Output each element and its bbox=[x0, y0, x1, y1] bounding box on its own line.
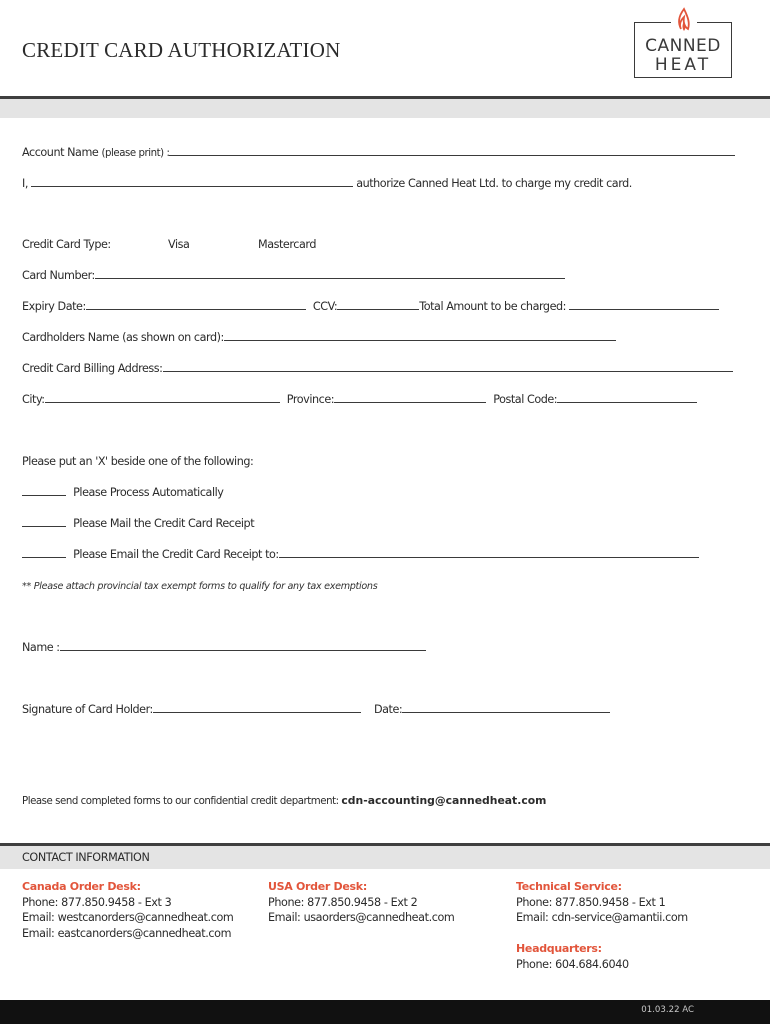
option-email-label: Please Email the Credit Card Receipt to: bbox=[73, 548, 279, 561]
option-auto-label: Please Process Automatically bbox=[73, 486, 224, 499]
cardholder-field[interactable] bbox=[224, 331, 616, 341]
option-auto-row bbox=[22, 486, 223, 500]
city-field[interactable] bbox=[45, 393, 280, 403]
tech-phone: Phone: 877.850.9458 - Ext 1 bbox=[516, 895, 666, 909]
canada-email-east[interactable]: Email: eastcanorders@cannedheat.com bbox=[22, 926, 232, 940]
canada-phone: Phone: 877.850.9458 - Ext 3 bbox=[22, 895, 172, 909]
account-name-field[interactable] bbox=[169, 146, 735, 156]
accounting-email-link[interactable]: cdn-accounting@cannedheat.com bbox=[341, 794, 547, 807]
card-type-label: Credit Card Type: bbox=[22, 238, 111, 251]
expiry-row bbox=[22, 300, 719, 314]
card-number-label: Card Number: bbox=[22, 269, 95, 282]
account-name-hint: (please print) : bbox=[101, 148, 170, 159]
authorize-row bbox=[22, 177, 632, 191]
option-auto-field[interactable] bbox=[22, 486, 66, 496]
cardholder-label: Cardholders Name (as shown on card): bbox=[22, 331, 224, 344]
card-type-visa[interactable]: Visa bbox=[168, 238, 190, 251]
tax-exempt-note: ** Please attach provincial tax exempt forms to qualify for any tax exemptions bbox=[22, 581, 378, 592]
date-label: Date: bbox=[373, 703, 403, 716]
logo-text-line1: CANNED bbox=[645, 36, 721, 56]
card-type-mastercard[interactable]: Mastercard bbox=[258, 238, 316, 251]
postal-label: Postal Code: bbox=[493, 393, 558, 406]
total-label: Total Amount to be charged: bbox=[419, 300, 566, 313]
technical-service bbox=[516, 879, 688, 926]
canada-order-desk-title: Canada Order Desk: bbox=[22, 880, 141, 893]
canada-email-west[interactable]: Email: westcanorders@cannedheat.com bbox=[22, 911, 234, 924]
account-name-label: Account Name bbox=[22, 146, 99, 159]
expiry-field[interactable] bbox=[86, 300, 306, 310]
authorize-prefix: I, bbox=[22, 177, 28, 190]
canned-heat-logo bbox=[634, 22, 732, 78]
option-mail-field[interactable] bbox=[22, 517, 66, 527]
hq-phone: Phone: 604.684.6040 bbox=[516, 957, 629, 971]
city-label: City: bbox=[22, 393, 45, 406]
authorizer-name-field[interactable] bbox=[31, 177, 353, 187]
receipt-email-field[interactable] bbox=[279, 548, 699, 558]
province-label: Province: bbox=[286, 393, 335, 406]
headquarters-title: Headquarters: bbox=[516, 942, 602, 955]
postal-field[interactable] bbox=[557, 393, 697, 403]
expiry-label: Expiry Date: bbox=[22, 300, 86, 313]
option-email-row bbox=[22, 548, 699, 562]
city-row bbox=[22, 393, 697, 407]
authorize-suffix: authorize Canned Heat Ltd. to charge my credit card. bbox=[356, 177, 632, 190]
canada-order-desk bbox=[22, 879, 233, 941]
date-field[interactable] bbox=[402, 703, 610, 713]
tech-email[interactable]: Email: cdn-service@amantii.com bbox=[516, 911, 688, 924]
province-field[interactable] bbox=[334, 393, 486, 403]
billing-field[interactable] bbox=[163, 362, 733, 372]
instruction-text: Please put an 'X' beside one of the following: bbox=[22, 455, 254, 468]
ccv-label: CCV: bbox=[312, 300, 338, 313]
send-forms-text: Please send completed forms to our confidential credit department: bbox=[22, 796, 339, 807]
card-number-field[interactable] bbox=[95, 269, 565, 279]
cardholder-row bbox=[22, 331, 616, 345]
contact-title: CONTACT INFORMATION bbox=[22, 851, 150, 864]
billing-row bbox=[22, 362, 733, 376]
usa-order-desk-title: USA Order Desk: bbox=[268, 880, 367, 893]
ccv-field[interactable] bbox=[337, 300, 419, 310]
option-mail-label: Please Mail the Credit Card Receipt bbox=[73, 517, 255, 530]
logo-text-line2: HEAT bbox=[654, 55, 712, 75]
card-type-row bbox=[22, 238, 111, 252]
total-field[interactable] bbox=[569, 300, 719, 310]
usa-phone: Phone: 877.850.9458 - Ext 2 bbox=[268, 895, 418, 909]
option-email-field[interactable] bbox=[22, 548, 66, 558]
header-band bbox=[0, 99, 770, 118]
card-number-row bbox=[22, 269, 565, 283]
billing-label: Credit Card Billing Address: bbox=[22, 362, 163, 375]
name-field[interactable] bbox=[60, 641, 426, 651]
usa-email[interactable]: Email: usaorders@cannedheat.com bbox=[268, 911, 455, 924]
option-mail-row bbox=[22, 517, 254, 531]
footer-bar bbox=[0, 1000, 770, 1024]
usa-order-desk bbox=[268, 879, 454, 926]
account-name-row bbox=[22, 146, 735, 161]
signature-field[interactable] bbox=[153, 703, 361, 713]
page-title: CREDIT CARD AUTHORIZATION bbox=[22, 38, 341, 62]
technical-service-title: Technical Service: bbox=[516, 880, 622, 893]
name-label: Name : bbox=[22, 641, 60, 654]
headquarters bbox=[516, 941, 629, 972]
form-revision-code: 01.03.22 AC bbox=[641, 1005, 694, 1015]
signature-row bbox=[22, 703, 610, 717]
name-row bbox=[22, 641, 426, 655]
send-forms-row bbox=[22, 794, 546, 809]
signature-label: Signature of Card Holder: bbox=[22, 703, 153, 716]
